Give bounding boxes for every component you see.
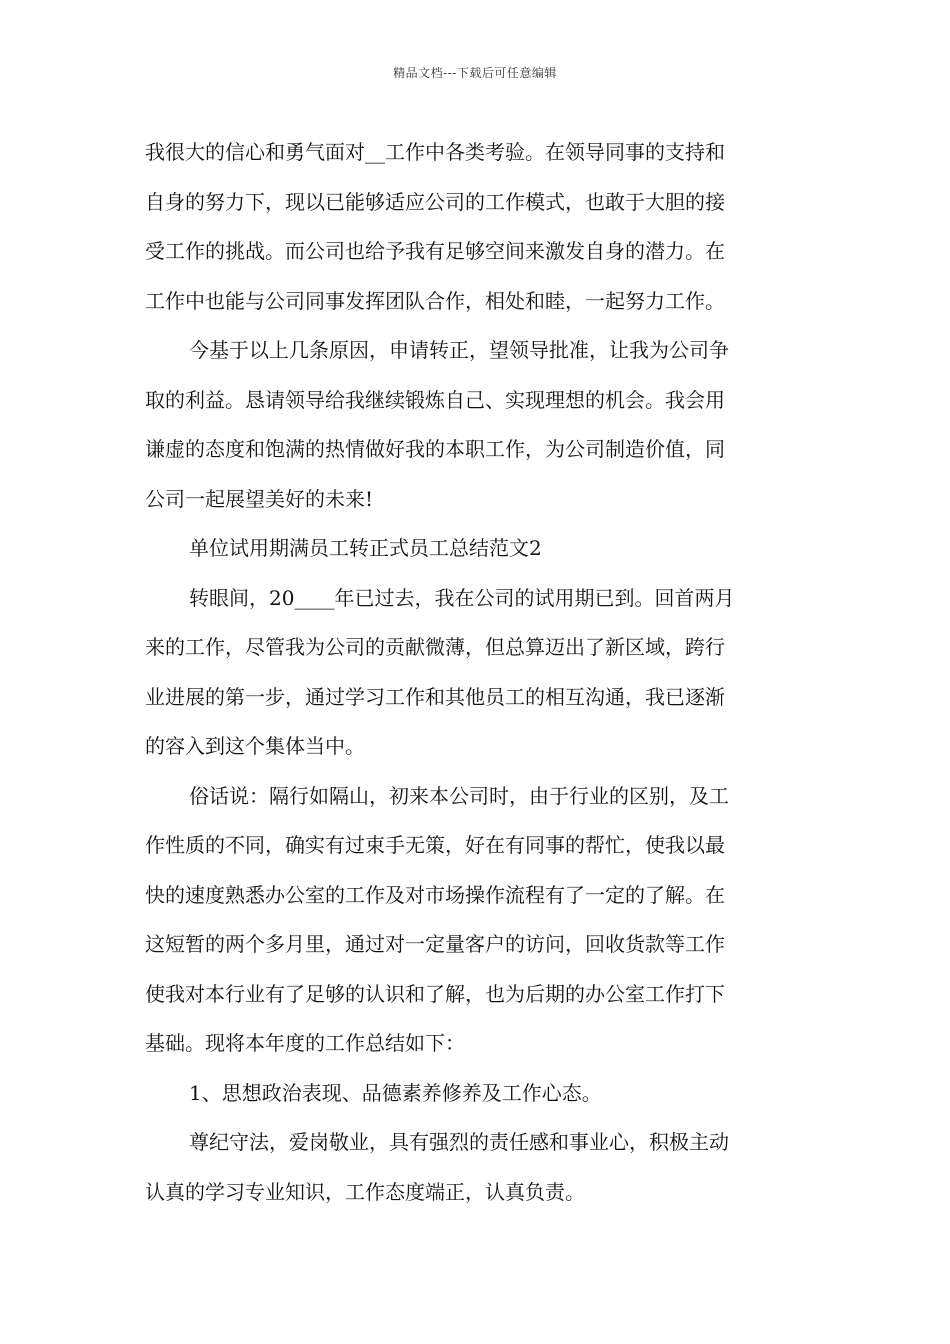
heading-line: 单位试用期满员工转正式员工总结范文2 bbox=[189, 536, 542, 560]
text-line: 公司一起展望美好的未来! bbox=[145, 486, 374, 511]
text-line: 我很大的信心和勇气面对__工作中各类考验。在领导同事的支持和 bbox=[145, 140, 725, 164]
text-line: 取的利益。恳请领导给我继续锻炼自己、实现理想的机会。我会用 bbox=[145, 387, 725, 412]
list-item-heading bbox=[145, 1069, 805, 1119]
text-line: 来的工作，尽管我为公司的贡献微薄，但总算迈出了新区域，跨行 bbox=[145, 635, 725, 659]
text-line: 基础。现将本年度的工作总结如下： bbox=[145, 1031, 465, 1055]
text-line: 作性质的不同，确实有过束手无策，好在有同事的帮忙，使我以最 bbox=[145, 833, 725, 857]
page-header: 精品文档---下载后可任意编辑 bbox=[393, 66, 557, 80]
section-heading bbox=[145, 524, 805, 574]
paragraph bbox=[145, 326, 805, 524]
text-line: 工作中也能与公司同事发挥团队合作，相处和睦，一起努力工作。 bbox=[145, 288, 725, 313]
text-line: 尊纪守法，爱岗敬业，具有强烈的责任感和事业心，积极主动 bbox=[189, 1130, 729, 1154]
text-line: 今基于以上几条原因，申请转正，望领导批准，让我为公司争 bbox=[189, 338, 729, 362]
text-line: 业进展的第一步，通过学习工作和其他员工的相互沟通，我已逐渐 bbox=[145, 684, 725, 709]
text-line: 的容入到这个集体当中。 bbox=[145, 734, 365, 758]
text-line: 使我对本行业有了足够的认识和了解，也为后期的办公室工作打下 bbox=[145, 981, 725, 1006]
paragraph bbox=[145, 574, 805, 772]
heading-line: 1、思想政治表现、品德素养修养及工作心态。 bbox=[189, 1080, 602, 1105]
text-line: 快的速度熟悉办公室的工作及对市场操作流程有了一定的了解。在 bbox=[145, 882, 725, 907]
text-line: 俗话说：隔行如隔山，初来本公司时，由于行业的区别，及工 bbox=[189, 783, 729, 808]
paragraph bbox=[145, 1118, 805, 1217]
paragraph bbox=[145, 128, 805, 326]
text-line: 转眼间，20____年已过去，我在公司的试用期已到。回首两月 bbox=[189, 585, 735, 610]
paragraph bbox=[145, 772, 805, 1069]
document-body bbox=[145, 128, 805, 1217]
text-line: 认真的学习专业知识，工作态度端正，认真负责。 bbox=[145, 1179, 585, 1204]
text-line: 自身的努力下，现以已能够适应公司的工作模式，也敢于大胆的接 bbox=[145, 189, 725, 214]
text-line: 谦虚的态度和饱满的热情做好我的本职工作，为公司制造价值，同 bbox=[145, 437, 725, 461]
text-line: 受工作的挑战。而公司也给予我有足够空间来激发自身的潜力。在 bbox=[145, 239, 725, 263]
text-line: 这短暂的两个多月里，通过对一定量客户的访问，回收货款等工作 bbox=[145, 932, 725, 956]
